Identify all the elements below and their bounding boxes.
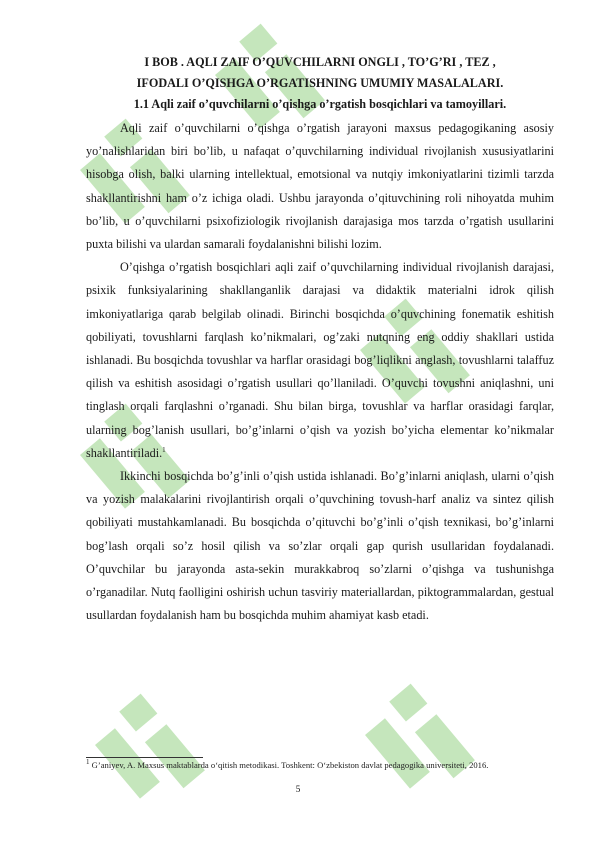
paragraph-1: Aqli zaif o’quvchilarni o’qishga o’rgatish jarayoni maxsus pedagogikaning asosiy yo’nalishlaridan biri bo’lib, u nafaqat o’quvchilarning individual rivojlanish xususiyatlarini hisobga olish, balki ularning intellektual, emotsional va nutqiy imkoniyatlarini tizimli tarzda shakllantirishni ham o’z ichiga oladi. Ushbu jarayonda o’qituvchining roli nihoyatda muhim bo’lib, u o’quvchilarni psixofiziologik rivojlanish darajasiga mos tarzda o’rgatish usullarini puxta bilishi va ulardan samarali foydalanishni bilishi lozim. xyxy=(86,121,554,252)
footnote xyxy=(86,760,546,771)
paragraph-2-text: O’qishga o’rgatish bosqichlari aqli zaif o’quvchilarning individual rivojlanish darajasi, psixik funksiyalarining shakllanganlik darajasi va didaktik materialni idrok qilish imkoniyatlariga qarab belgilab olinadi. Birinchi bosqichda o’quvchining fonematik eshitish qobiliyati, tovushlarni farqlash ko’nikmalari, og’zaki nutqning eng oddiy shakllari ustida ishlanadi. Bu bosqichda tovushlar va harflar orasidagi bog’liqlikni anglash, tovushlarni talaffuz qilish va eshitish asosidagi o’rgatish usullari qo’llaniladi. O’quvchi tovushni aniqlashni, uni tinglash orqali farqlashni o’rganadi. Shu bilan birga, tovushlar va harflar orasidagi farqlar, ularning bog’lanish usullari, bo’g’inlarni o’qish va yozish bo’yicha elementar ko’nikmalar shakllantiriladi. xyxy=(86,260,554,460)
document-body xyxy=(86,52,554,627)
paragraph-3: Ikkinchi bosqichda bo’g’inli o’qish ustida ishlanadi. Bo’g’inlarni aniqlash, ularni o’qish va yozish malakalarini rivojlantirish orqali o’quvchining tovush-harf analiz va sintez qilish qobiliyati mustahkamlanadi. Bu bosqichda o’qituvchi bo’g’inli o’qish texnikasi, bo’g’inlarni bog’lash orqali so’z hosil qilish va so’zlar orqali gap qurish usullaridan foydalanadi. O’quvchilar bu jarayonda asta-sekin murakkabroq so’zlarni o’qishga va tushunishga o’rganadilar. Nutq faolligini oshirish uchun tasviriy materiallardan, piktogrammalardan, gestual usullardan foydalanish ham bu bosqichda muhim ahamiyat kasb etadi. xyxy=(86,469,554,623)
chapter-title-line-2: IFODALI O’QISHGA O’RGATISHNING UMUMIY MASALALARI. xyxy=(136,76,504,90)
page-number: 5 xyxy=(295,785,301,795)
footnote-marker: 1 xyxy=(86,758,90,767)
footnote-reference[interactable]: 1 xyxy=(162,445,166,454)
paragraph-2 xyxy=(86,256,554,465)
footnote-divider xyxy=(86,757,203,758)
footnote-text: G’aniyev, A. Maxsus maktablarda o‘qitish metodikasi. Toshkent: O‘zbekiston davlat pedagogika universiteti, 2016. xyxy=(89,760,489,770)
section-title: 1.1 Aqli zaif o’quvchilarni o’qishga o’rgatish bosqichlari va tamoyillari. xyxy=(133,97,507,111)
chapter-title-line-1: I BOB . AQLI ZAIF O’QUVCHILARNI ONGLI , TO’G’RI , TEZ , xyxy=(144,55,496,69)
